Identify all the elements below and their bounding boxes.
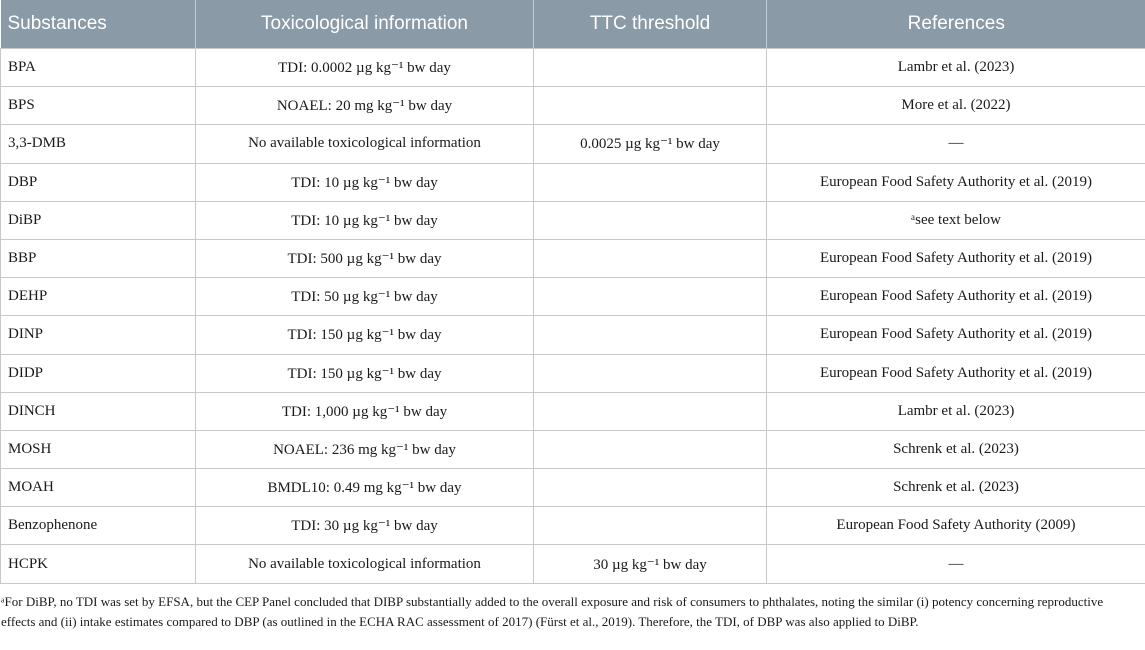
cell-substance: MOSH xyxy=(1,430,196,468)
cell-toxicological-information: TDI: 150 µg kg⁻¹ bw day xyxy=(196,316,534,354)
table-row xyxy=(1,507,1145,545)
cell-reference: ᵃsee text below xyxy=(767,201,1145,239)
table-row xyxy=(1,430,1145,468)
cell-reference: Lambr et al. (2023) xyxy=(767,392,1145,430)
cell-reference: More et al. (2022) xyxy=(767,87,1145,125)
header-substances: Substances xyxy=(1,0,196,49)
cell-ttc-threshold xyxy=(534,392,767,430)
cell-ttc-threshold xyxy=(534,239,767,277)
cell-substance: DINP xyxy=(1,316,196,354)
cell-substance: MOAH xyxy=(1,469,196,507)
cell-substance: DBP xyxy=(1,163,196,201)
cell-toxicological-information: TDI: 150 µg kg⁻¹ bw day xyxy=(196,354,534,392)
table-row xyxy=(1,87,1145,125)
cell-toxicological-information: NOAEL: 20 mg kg⁻¹ bw day xyxy=(196,87,534,125)
cell-toxicological-information: No available toxicological information xyxy=(196,545,534,583)
cell-substance: DiBP xyxy=(1,201,196,239)
cell-toxicological-information: No available toxicological information xyxy=(196,125,534,163)
cell-ttc-threshold xyxy=(534,316,767,354)
cell-reference: Schrenk et al. (2023) xyxy=(767,469,1145,507)
header-references: References xyxy=(767,0,1145,49)
cell-reference: — xyxy=(767,125,1145,163)
cell-toxicological-information: TDI: 10 µg kg⁻¹ bw day xyxy=(196,163,534,201)
cell-substance: BPS xyxy=(1,87,196,125)
table-row xyxy=(1,469,1145,507)
cell-ttc-threshold xyxy=(534,354,767,392)
cell-ttc-threshold xyxy=(534,430,767,468)
cell-ttc-threshold xyxy=(534,507,767,545)
table-body xyxy=(1,49,1145,584)
table-row xyxy=(1,163,1145,201)
cell-reference: — xyxy=(767,545,1145,583)
cell-toxicological-information: TDI: 0.0002 µg kg⁻¹ bw day xyxy=(196,49,534,87)
table-row xyxy=(1,316,1145,354)
table-footnote: ᵃFor DiBP, no TDI was set by EFSA, but the CEP Panel concluded that DIBP substantially added to the overall exposure and risk of consumers to phthalates, noting the similar (i) potency concerning reproductive effects and (ii) intake estimates compared to DBP (as outlined in the ECHA RAC assessment of 2017) (Fürst et al., 2019). Therefore, the TDI, of DBP was also applied to DiBP. xyxy=(1,594,1104,629)
cell-toxicological-information: TDI: 50 µg kg⁻¹ bw day xyxy=(196,278,534,316)
cell-reference: Schrenk et al. (2023) xyxy=(767,430,1145,468)
table-row xyxy=(1,125,1145,163)
cell-toxicological-information: TDI: 500 µg kg⁻¹ bw day xyxy=(196,239,534,277)
cell-substance: HCPK xyxy=(1,545,196,583)
cell-substance: Benzophenone xyxy=(1,507,196,545)
cell-ttc-threshold xyxy=(534,87,767,125)
cell-ttc-threshold xyxy=(534,278,767,316)
cell-ttc-threshold xyxy=(534,163,767,201)
cell-reference: European Food Safety Authority et al. (2019) xyxy=(767,354,1145,392)
cell-toxicological-information: TDI: 1,000 µg kg⁻¹ bw day xyxy=(196,392,534,430)
cell-substance: 3,3-DMB xyxy=(1,125,196,163)
cell-reference: Lambr et al. (2023) xyxy=(767,49,1145,87)
cell-ttc-threshold xyxy=(534,469,767,507)
cell-substance: BBP xyxy=(1,239,196,277)
table-row xyxy=(1,278,1145,316)
cell-toxicological-information: TDI: 30 µg kg⁻¹ bw day xyxy=(196,507,534,545)
header-ttc-threshold: TTC threshold xyxy=(534,0,767,49)
cell-reference: European Food Safety Authority et al. (2019) xyxy=(767,278,1145,316)
table-header-row xyxy=(1,0,1145,49)
cell-toxicological-information: BMDL10: 0.49 mg kg⁻¹ bw day xyxy=(196,469,534,507)
cell-substance: DIDP xyxy=(1,354,196,392)
table-row xyxy=(1,201,1145,239)
table-row xyxy=(1,239,1145,277)
cell-substance: DINCH xyxy=(1,392,196,430)
cell-reference: European Food Safety Authority et al. (2019) xyxy=(767,316,1145,354)
cell-ttc-threshold xyxy=(534,49,767,87)
table-row xyxy=(1,49,1145,87)
table-row xyxy=(1,354,1145,392)
table-row xyxy=(1,545,1145,583)
cell-ttc-threshold xyxy=(534,201,767,239)
cell-reference: European Food Safety Authority (2009) xyxy=(767,507,1145,545)
header-toxicological-information: Toxicological information xyxy=(196,0,534,49)
cell-reference: European Food Safety Authority et al. (2019) xyxy=(767,163,1145,201)
cell-reference: European Food Safety Authority et al. (2019) xyxy=(767,239,1145,277)
cell-substance: DEHP xyxy=(1,278,196,316)
cell-substance: BPA xyxy=(1,49,196,87)
cell-toxicological-information: NOAEL: 236 mg kg⁻¹ bw day xyxy=(196,430,534,468)
cell-ttc-threshold: 0.0025 µg kg⁻¹ bw day xyxy=(534,125,767,163)
table-row xyxy=(1,392,1145,430)
cell-toxicological-information: TDI: 10 µg kg⁻¹ bw day xyxy=(196,201,534,239)
cell-ttc-threshold: 30 µg kg⁻¹ bw day xyxy=(534,545,767,583)
